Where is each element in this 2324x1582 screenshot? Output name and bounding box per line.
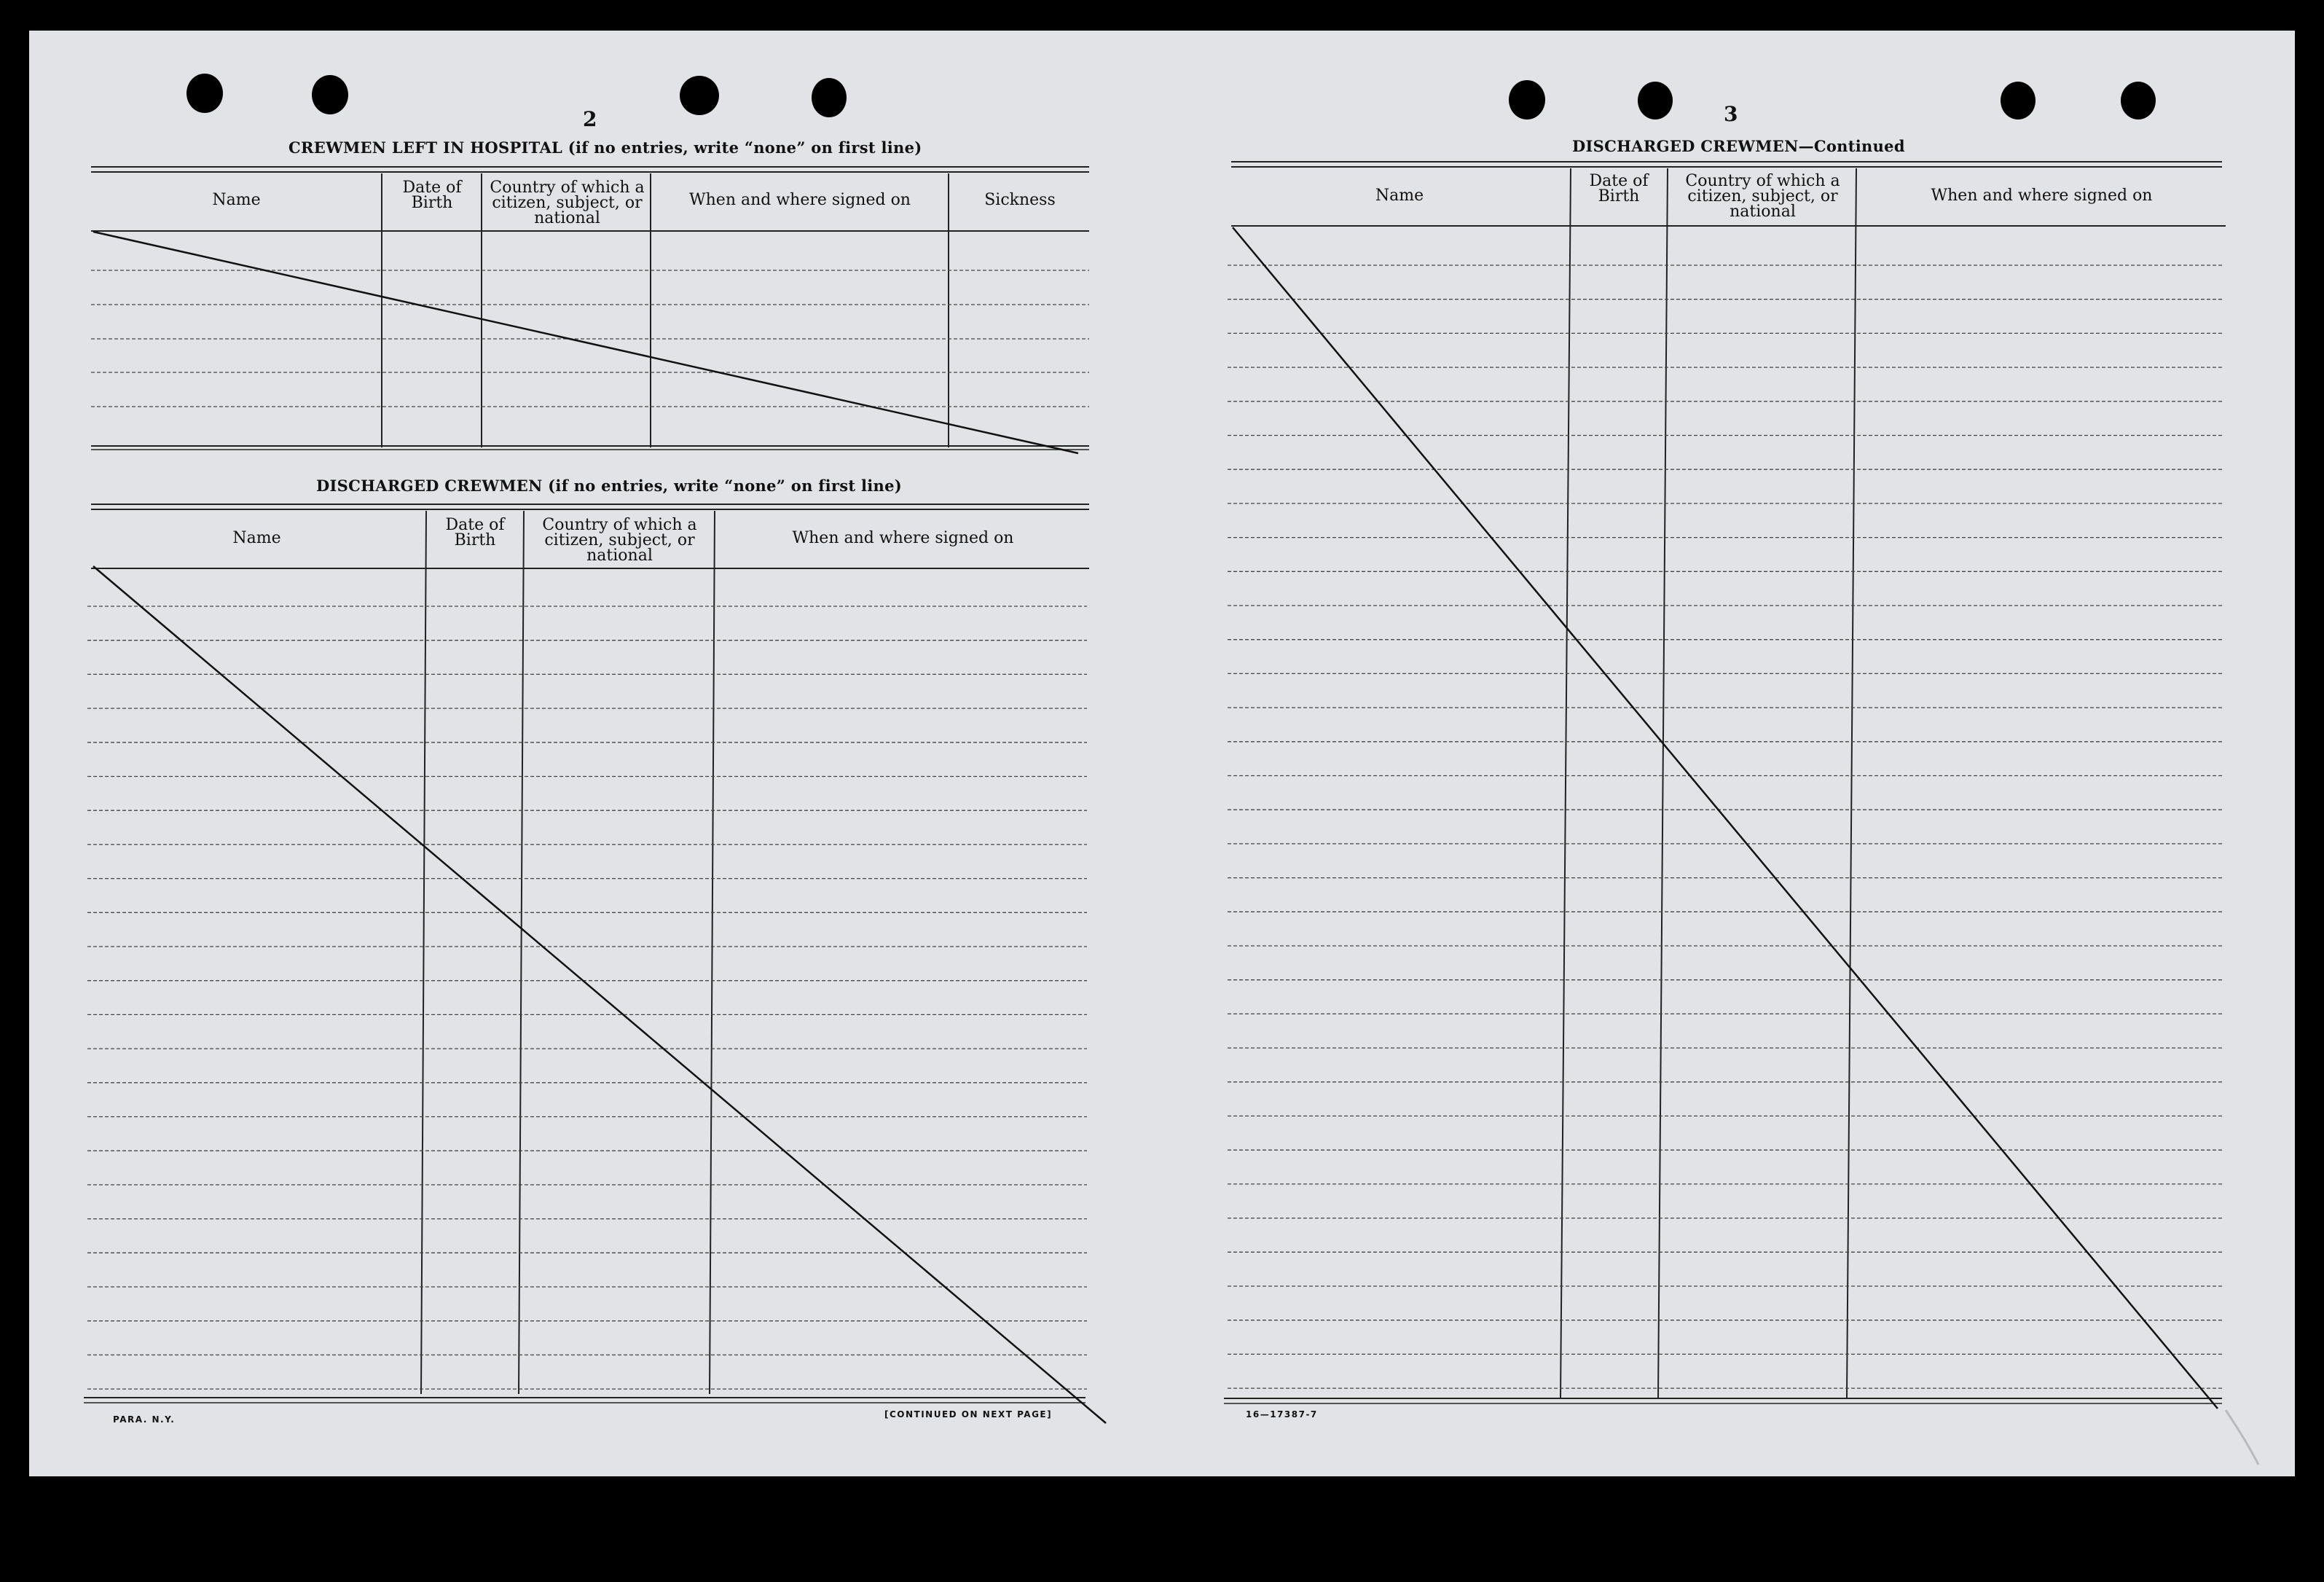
page-number: 2 (583, 107, 597, 131)
col-signed-on: When and where signed on (689, 191, 911, 209)
col-date-of-birth: Date of Birth (445, 516, 505, 549)
col-name: Name (212, 191, 261, 209)
hospital-section-title: CREWMEN LEFT IN HOSPITAL (if no entries, write “none” on first line) (288, 138, 922, 157)
col-country: Country of which a citizen, subject, or national (1685, 172, 1840, 221)
col-country: Country of which a citizen, subject, or national (542, 516, 697, 565)
discharged-continued-title: DISCHARGED CREWMEN—Continued (1572, 137, 1905, 155)
form-number: 16—17387-7 (1246, 1409, 1318, 1420)
col-country: Country of which a citizen, subject, or national (490, 179, 645, 227)
punch-holes (187, 74, 2156, 120)
printer-mark: PARA. N.Y. (113, 1414, 176, 1425)
discharged-section-title: DISCHARGED CREWMEN (if no entries, write “none” on first line) (316, 477, 902, 495)
page-number: 3 (1724, 102, 1738, 126)
continued-note: [CONTINUED ON NEXT PAGE] (884, 1409, 1053, 1420)
col-signed-on: When and where signed on (1931, 187, 2153, 205)
col-sickness: Sickness (984, 191, 1056, 209)
col-name: Name (1375, 187, 1424, 205)
col-signed-on: When and where signed on (792, 529, 1014, 547)
col-date-of-birth: Date of Birth (1589, 172, 1649, 205)
col-name: Name (232, 529, 281, 547)
col-date-of-birth: Date of Birth (402, 179, 462, 212)
